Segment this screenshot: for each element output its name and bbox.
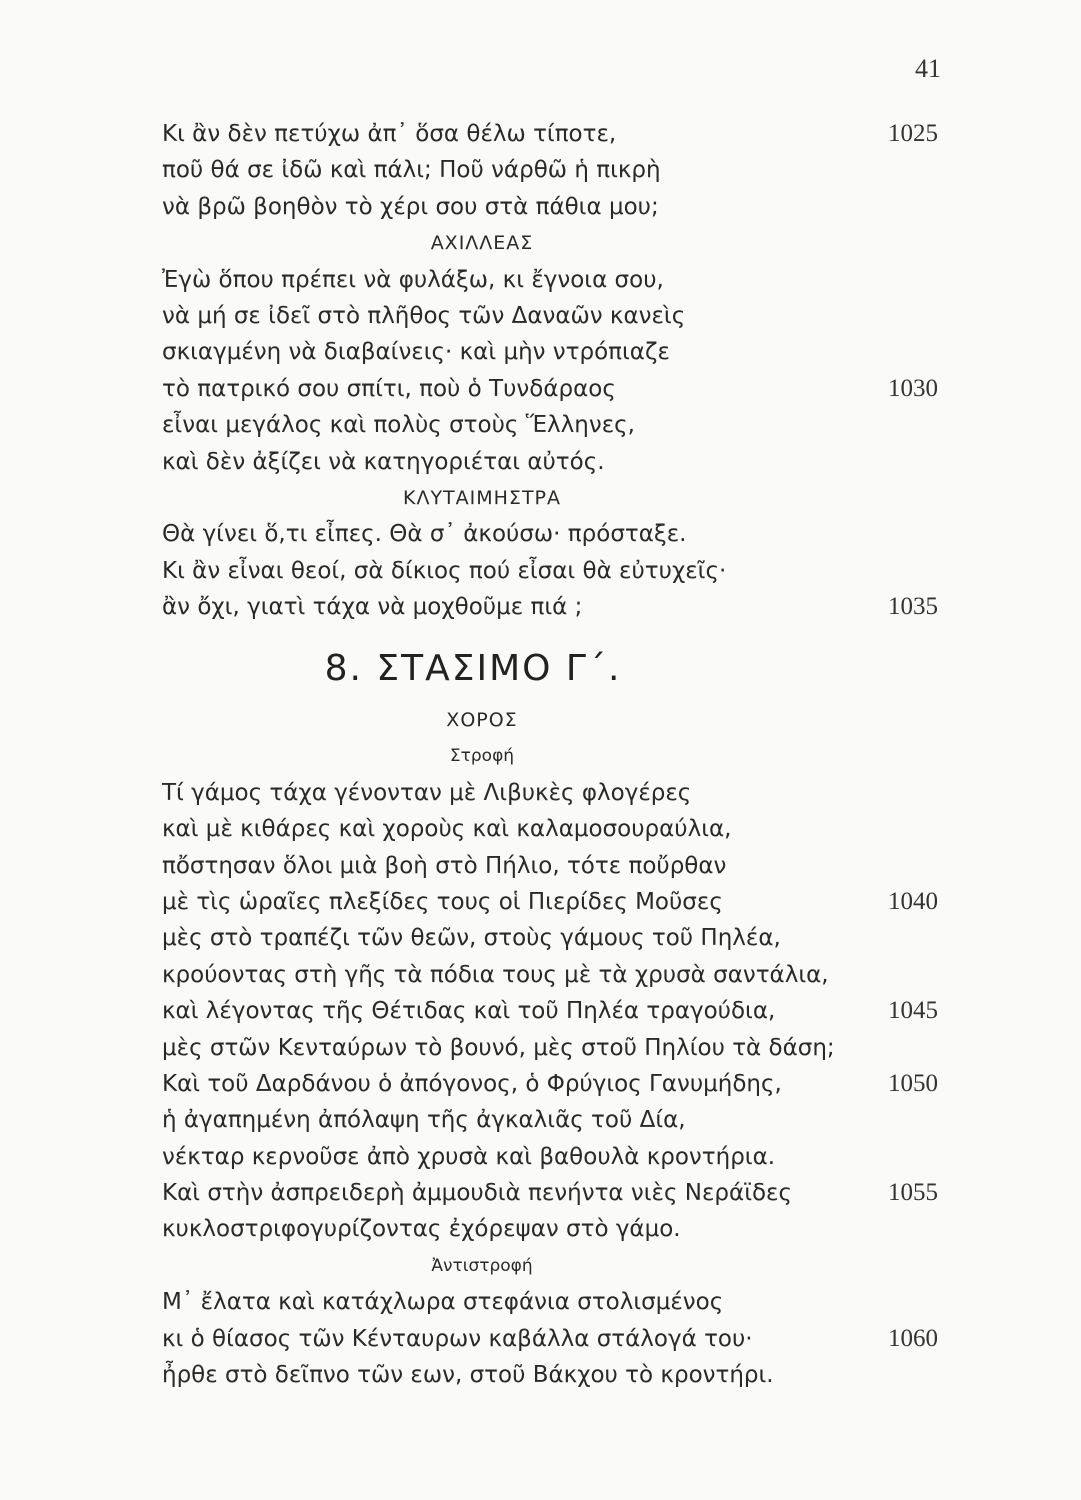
- verse-line: [162, 444, 952, 480]
- verse-line: [162, 1066, 952, 1102]
- verse-text: Μ᾿ ἔλατα καὶ κατάχλωρα στεφάνια στολισμένος: [162, 1289, 724, 1316]
- verse-text: νὰ μή σε ἰδεῖ στὸ πλῆθος τῶν Δαναῶν κανεὶς: [162, 302, 686, 329]
- verse-text: ἂν ὄχι, γιατὶ τάχα νὰ μοχθοῦμε πιά ;: [162, 594, 583, 621]
- verse-line: [162, 1175, 952, 1211]
- verse-text: εἶναι μεγάλος καὶ πολὺς στοὺς Ἕλληνες,: [162, 412, 635, 439]
- chorus-block: [162, 702, 952, 1393]
- page-number: 41: [915, 54, 941, 83]
- verse-line: [162, 298, 952, 334]
- verse-text: ποῦ θά σε ἰδῶ καὶ πάλι; Ποῦ νάρθῶ ἡ πικρὴ: [162, 157, 661, 184]
- verse-line: [162, 1357, 952, 1393]
- dialogue-block: [162, 116, 952, 625]
- verse-line: [162, 1284, 952, 1320]
- verse-text: μὲ τὶς ὡραῖες πλεξίδες τους οἱ Πιερίδες Μοῦσες: [162, 888, 723, 915]
- verse-line: [162, 371, 952, 407]
- verse-text: νὰ βρῶ βοηθὸν τὸ χέρι σου στὰ πάθια μου;: [162, 193, 659, 220]
- verse-line: [162, 516, 952, 552]
- verse-line: [162, 152, 952, 188]
- verse-line: [162, 334, 952, 370]
- line-number: 1040: [888, 887, 938, 915]
- verse-text: καὶ δὲν ἀξίζει νὰ κατηγοριέται αὐτός.: [162, 448, 605, 475]
- speaker-name: ΚΛΥΤΑΙΜΗΣΤΡΑ: [402, 486, 562, 509]
- speaker-name: ΧΟΡΟΣ: [446, 709, 518, 731]
- verse-line: [162, 1030, 952, 1066]
- verse-line: [162, 262, 952, 298]
- verse-line: [162, 848, 952, 884]
- verse-line: [162, 189, 952, 225]
- verse-text: Τί γάμος τάχα γένονταν μὲ Λιβυκὲς φλογέρες: [162, 779, 692, 806]
- verse-line: [162, 775, 952, 811]
- verse-text: ἡ ἀγαπημένη ἀπόλαψη τῆς ἀγκαλιᾶς τοῦ Δία,: [162, 1107, 686, 1134]
- verse-line: [162, 1211, 952, 1247]
- subsection-heading: Ἀντιστροφή: [431, 1255, 533, 1276]
- verse-text: καὶ λέγοντας τῆς Θέτιδας καὶ τοῦ Πηλέα τραγούδια,: [162, 998, 776, 1025]
- verse-line: [162, 1102, 952, 1138]
- verse-line: [162, 116, 952, 152]
- verse-text: νέκταρ κερνοῦσε ἀπὸ χρυσὰ καὶ βαθουλὰ κροντήρια.: [162, 1143, 776, 1170]
- verse-line: [162, 589, 952, 625]
- verse-text: κυκλοστριφογυρίζοντας ἐχόρεψαν στὸ γάμο.: [162, 1216, 681, 1243]
- verse-text: ἦρθε στὸ δεῖπνο τῶν εων, στοῦ Βάκχου τὸ κροντήρι.: [162, 1362, 774, 1389]
- line-number: 1045: [888, 997, 938, 1025]
- verse-line: [162, 1321, 952, 1357]
- verse-text: κρούοντας στὴ γῆς τὰ πόδια τους μὲ τὰ χρυσὰ σαντάλια,: [162, 961, 829, 988]
- verse-text: καὶ μὲ κιθάρες καὶ χοροὺς καὶ καλαμοσουραύλια,: [162, 816, 732, 843]
- verse-text: Ἐγὼ ὅπου πρέπει νὰ φυλάξω, κι ἔγνοια σου,: [162, 266, 664, 293]
- verse-text: Θὰ γίνει ὅ,τι εἶπες. Θὰ σ᾿ ἀκούσω· πρόσταξε.: [162, 521, 687, 548]
- line-number: 1050: [888, 1069, 938, 1097]
- verse-line: [162, 1139, 952, 1175]
- line-number: 1060: [888, 1324, 938, 1352]
- verse-line: [162, 407, 952, 443]
- section-title: 8. ΣΤΑΣΙΜΟ Γ΄.: [324, 648, 622, 689]
- speaker-name: ΑΧΙΛΛΕΑΣ: [430, 232, 534, 255]
- verse-text: τὸ πατρικό σου σπίτι, ποὺ ὁ Τυνδάραος: [162, 375, 616, 402]
- verse-line: [162, 811, 952, 847]
- verse-line: [162, 920, 952, 956]
- verse-line: [162, 553, 952, 589]
- line-number: 1030: [888, 374, 938, 402]
- verse-text: Καὶ τοῦ Δαρδάνου ὁ ἀπόγονος, ὁ Φρύγιος Γανυμήδης,: [162, 1070, 782, 1097]
- verse-text: Καὶ στὴν ἀσπρειδερὴ ἀμμουδιὰ πενήντα νιὲς Νεράϊδες: [162, 1180, 792, 1207]
- verse-line: [162, 884, 952, 920]
- line-number: 1055: [888, 1179, 938, 1207]
- verse-line: [162, 993, 952, 1029]
- verse-text: πὄστησαν ὅλοι μιὰ βοὴ στὸ Πήλιο, τότε ποὔρθαν: [162, 852, 727, 879]
- verse-text: σκιαγμένη νὰ διαβαίνεις· καὶ μὴν ντρόπιαζε: [162, 339, 670, 366]
- verse-text: Κι ἂν εἶναι θεοί, σὰ δίκιος πού εἶσαι θὰ εὐτυχεῖς·: [162, 557, 727, 584]
- verse-text: κι ὁ θίασος τῶν Κένταυρων καβάλλα στάλογά του·: [162, 1325, 753, 1352]
- verse-text: μὲς στὸ τραπέζι τῶν θεῶν, στοὺς γάμους τοῦ Πηλέα,: [162, 925, 781, 952]
- line-number: 1025: [888, 120, 938, 147]
- verse-text: μὲς στῶν Κενταύρων τὸ βουνό, μὲς στοῦ Πηλίου τὰ δάση;: [162, 1034, 835, 1061]
- verse-text: Κι ἂν δὲν πετύχω ἀπ᾿ ὅσα θέλω τίποτε,: [162, 121, 617, 147]
- subsection-heading: Στροφή: [449, 746, 515, 767]
- verse-line: [162, 957, 952, 993]
- line-number: 1035: [888, 593, 938, 621]
